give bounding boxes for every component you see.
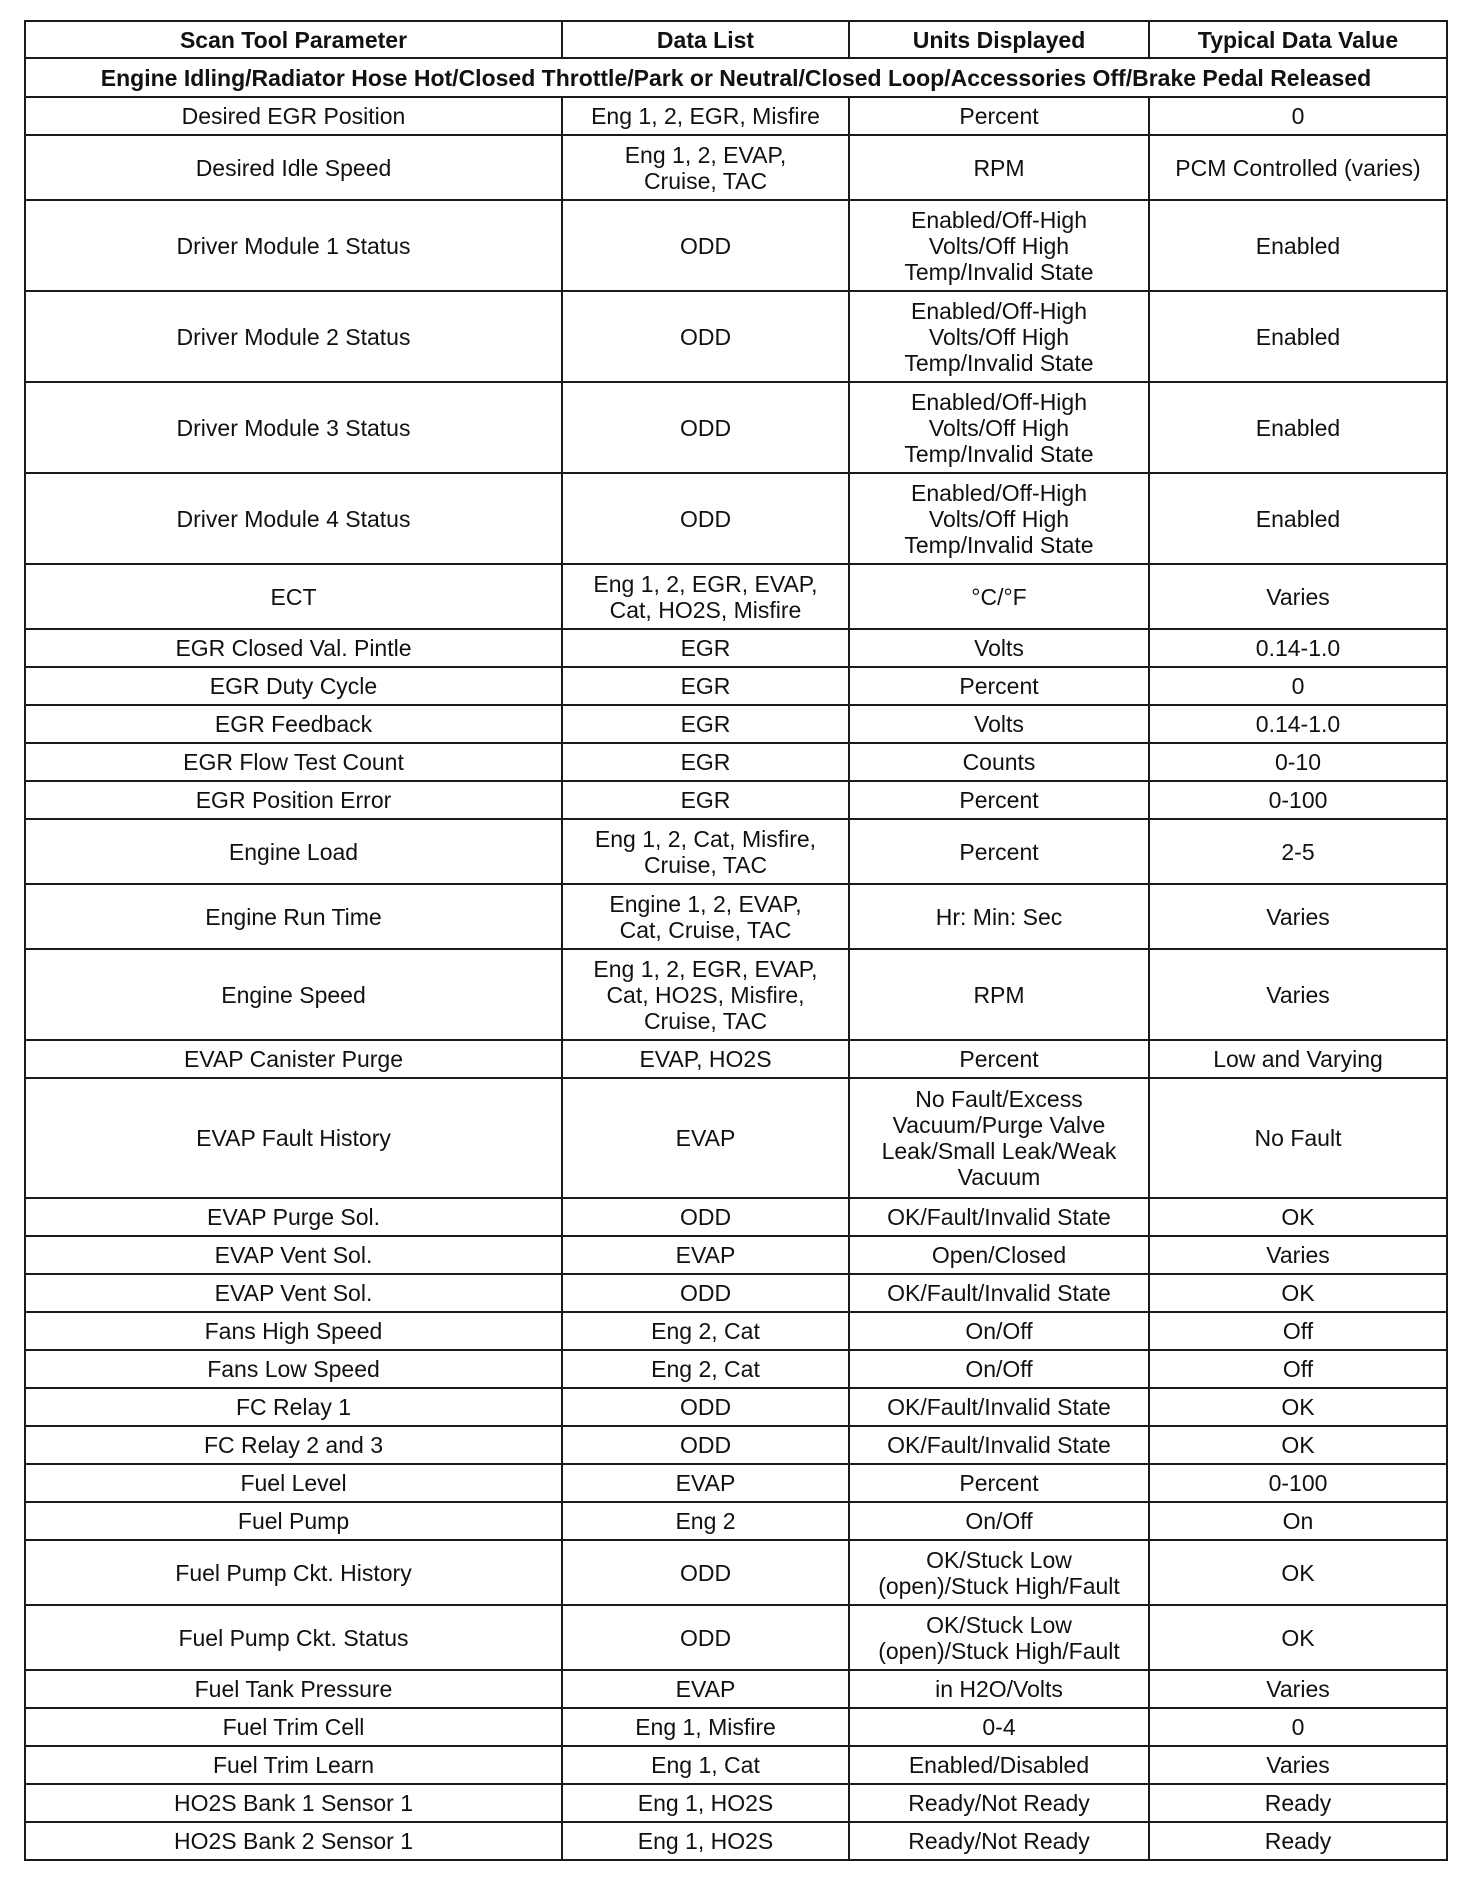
- typical-value-cell: 0: [1149, 97, 1447, 135]
- data-list-cell: ODD: [562, 1540, 849, 1605]
- data-list-cell: Eng 1, 2, Cat, Misfire, Cruise, TAC: [562, 819, 849, 884]
- parameter-cell: EVAP Fault History: [25, 1078, 562, 1198]
- units-cell: Percent: [849, 1464, 1149, 1502]
- units-cell: Percent: [849, 781, 1149, 819]
- typical-value-cell: 0.14-1.0: [1149, 705, 1447, 743]
- table-row: [25, 667, 1447, 705]
- data-list-cell: Eng 1, 2, EGR, Misfire: [562, 97, 849, 135]
- typical-value-cell: Varies: [1149, 1236, 1447, 1274]
- table-row: [25, 473, 1447, 564]
- parameter-cell: Fuel Trim Cell: [25, 1708, 562, 1746]
- units-cell: Enabled/Off-High Volts/Off High Temp/Invalid State: [849, 200, 1149, 291]
- typical-value-cell: 0: [1149, 667, 1447, 705]
- units-cell: 0-4: [849, 1708, 1149, 1746]
- parameter-cell: HO2S Bank 2 Sensor 1: [25, 1822, 562, 1860]
- parameter-cell: Fans Low Speed: [25, 1350, 562, 1388]
- data-list-cell: ODD: [562, 382, 849, 473]
- typical-value-cell: No Fault: [1149, 1078, 1447, 1198]
- parameter-cell: Desired Idle Speed: [25, 135, 562, 200]
- data-list-cell: Eng 1, Cat: [562, 1746, 849, 1784]
- table-row: [25, 291, 1447, 382]
- data-list-cell: ODD: [562, 1388, 849, 1426]
- typical-value-cell: 0: [1149, 1708, 1447, 1746]
- parameter-cell: Driver Module 1 Status: [25, 200, 562, 291]
- data-list-cell: Eng 1, 2, EGR, EVAP, Cat, HO2S, Misfire, Cruise, TAC: [562, 949, 849, 1040]
- typical-value-cell: OK: [1149, 1540, 1447, 1605]
- typical-value-cell: Off: [1149, 1312, 1447, 1350]
- units-cell: RPM: [849, 135, 1149, 200]
- parameter-cell: Fuel Pump: [25, 1502, 562, 1540]
- units-cell: On/Off: [849, 1502, 1149, 1540]
- units-cell: in H2O/Volts: [849, 1670, 1149, 1708]
- typical-value-cell: 0-100: [1149, 781, 1447, 819]
- table-row: [25, 1350, 1447, 1388]
- typical-value-cell: 0-100: [1149, 1464, 1447, 1502]
- data-list-cell: Eng 2, Cat: [562, 1350, 849, 1388]
- units-cell: Counts: [849, 743, 1149, 781]
- table-row: [25, 1040, 1447, 1078]
- table-row: [25, 819, 1447, 884]
- units-cell: Hr: Min: Sec: [849, 884, 1149, 949]
- header-typical-data-value: Typical Data Value: [1149, 21, 1447, 58]
- typical-value-cell: PCM Controlled (varies): [1149, 135, 1447, 200]
- units-cell: RPM: [849, 949, 1149, 1040]
- units-cell: OK/Fault/Invalid State: [849, 1426, 1149, 1464]
- typical-value-cell: Enabled: [1149, 291, 1447, 382]
- typical-value-cell: Varies: [1149, 1746, 1447, 1784]
- table-row: [25, 382, 1447, 473]
- parameter-cell: HO2S Bank 1 Sensor 1: [25, 1784, 562, 1822]
- units-cell: Percent: [849, 819, 1149, 884]
- typical-value-cell: Varies: [1149, 564, 1447, 629]
- typical-value-cell: OK: [1149, 1198, 1447, 1236]
- header-scan-tool-parameter: Scan Tool Parameter: [25, 21, 562, 58]
- table-row: [25, 1502, 1447, 1540]
- typical-value-cell: Enabled: [1149, 473, 1447, 564]
- parameter-cell: EGR Closed Val. Pintle: [25, 629, 562, 667]
- table-row: [25, 1464, 1447, 1502]
- parameter-cell: EGR Position Error: [25, 781, 562, 819]
- units-cell: OK/Fault/Invalid State: [849, 1274, 1149, 1312]
- data-list-cell: EVAP: [562, 1078, 849, 1198]
- data-list-cell: Eng 2, Cat: [562, 1312, 849, 1350]
- units-cell: OK/Stuck Low (open)/Stuck High/Fault: [849, 1605, 1149, 1670]
- data-list-cell: ODD: [562, 1274, 849, 1312]
- typical-value-cell: Ready: [1149, 1822, 1447, 1860]
- typical-value-cell: Off: [1149, 1350, 1447, 1388]
- table-row: [25, 1746, 1447, 1784]
- typical-value-cell: Enabled: [1149, 200, 1447, 291]
- units-cell: Ready/Not Ready: [849, 1822, 1149, 1860]
- units-cell: Open/Closed: [849, 1236, 1149, 1274]
- parameter-cell: Engine Run Time: [25, 884, 562, 949]
- data-list-cell: EVAP, HO2S: [562, 1040, 849, 1078]
- data-list-cell: Eng 2: [562, 1502, 849, 1540]
- data-list-cell: ODD: [562, 1426, 849, 1464]
- data-list-cell: Engine 1, 2, EVAP, Cat, Cruise, TAC: [562, 884, 849, 949]
- parameter-cell: Driver Module 2 Status: [25, 291, 562, 382]
- typical-value-cell: 2-5: [1149, 819, 1447, 884]
- table-row: [25, 629, 1447, 667]
- parameter-cell: FC Relay 1: [25, 1388, 562, 1426]
- typical-value-cell: Low and Varying: [1149, 1040, 1447, 1078]
- typical-value-cell: Enabled: [1149, 382, 1447, 473]
- scan-tool-data-sheet: [24, 20, 1446, 1861]
- data-list-cell: EGR: [562, 667, 849, 705]
- units-cell: Percent: [849, 667, 1149, 705]
- typical-value-cell: 0.14-1.0: [1149, 629, 1447, 667]
- typical-value-cell: On: [1149, 1502, 1447, 1540]
- parameter-cell: Fans High Speed: [25, 1312, 562, 1350]
- table-row: [25, 1078, 1447, 1198]
- table-row: [25, 1670, 1447, 1708]
- units-cell: Enabled/Off-High Volts/Off High Temp/Invalid State: [849, 382, 1149, 473]
- condition-row: [25, 58, 1447, 97]
- header-data-list: Data List: [562, 21, 849, 58]
- units-cell: Volts: [849, 705, 1149, 743]
- units-cell: Ready/Not Ready: [849, 1784, 1149, 1822]
- data-list-cell: ODD: [562, 200, 849, 291]
- units-cell: Volts: [849, 629, 1149, 667]
- units-cell: OK/Stuck Low (open)/Stuck High/Fault: [849, 1540, 1149, 1605]
- typical-value-cell: OK: [1149, 1426, 1447, 1464]
- table-row: [25, 1274, 1447, 1312]
- table-row: [25, 1605, 1447, 1670]
- typical-value-cell: Ready: [1149, 1784, 1447, 1822]
- units-cell: No Fault/Excess Vacuum/Purge Valve Leak/Small Leak/Weak Vacuum: [849, 1078, 1149, 1198]
- table-row: [25, 1388, 1447, 1426]
- parameter-cell: EVAP Purge Sol.: [25, 1198, 562, 1236]
- parameter-cell: Fuel Pump Ckt. History: [25, 1540, 562, 1605]
- units-cell: On/Off: [849, 1312, 1149, 1350]
- parameter-cell: FC Relay 2 and 3: [25, 1426, 562, 1464]
- parameter-cell: Driver Module 4 Status: [25, 473, 562, 564]
- data-list-cell: Eng 1, Misfire: [562, 1708, 849, 1746]
- table-row: [25, 884, 1447, 949]
- typical-value-cell: OK: [1149, 1388, 1447, 1426]
- table-row: [25, 97, 1447, 135]
- data-list-cell: Eng 1, 2, EGR, EVAP, Cat, HO2S, Misfire: [562, 564, 849, 629]
- units-cell: Percent: [849, 97, 1149, 135]
- table-row: [25, 135, 1447, 200]
- units-cell: Enabled/Disabled: [849, 1746, 1149, 1784]
- data-list-cell: ODD: [562, 473, 849, 564]
- parameter-cell: Driver Module 3 Status: [25, 382, 562, 473]
- parameter-cell: Fuel Tank Pressure: [25, 1670, 562, 1708]
- typical-value-cell: Varies: [1149, 949, 1447, 1040]
- parameter-cell: Engine Speed: [25, 949, 562, 1040]
- parameter-cell: ECT: [25, 564, 562, 629]
- parameter-cell: Desired EGR Position: [25, 97, 562, 135]
- table-row: [25, 949, 1447, 1040]
- data-list-cell: ODD: [562, 1605, 849, 1670]
- units-cell: Enabled/Off-High Volts/Off High Temp/Invalid State: [849, 291, 1149, 382]
- table-row: [25, 705, 1447, 743]
- table-row: [25, 564, 1447, 629]
- data-list-cell: EGR: [562, 705, 849, 743]
- units-cell: Percent: [849, 1040, 1149, 1078]
- table-row: [25, 1822, 1447, 1860]
- table-row: [25, 200, 1447, 291]
- parameter-cell: Fuel Trim Learn: [25, 1746, 562, 1784]
- typical-value-cell: 0-10: [1149, 743, 1447, 781]
- header-row: [25, 21, 1447, 58]
- parameter-cell: EVAP Vent Sol.: [25, 1236, 562, 1274]
- data-list-cell: Eng 1, HO2S: [562, 1784, 849, 1822]
- table-row: [25, 743, 1447, 781]
- data-list-cell: EVAP: [562, 1236, 849, 1274]
- parameter-cell: Fuel Pump Ckt. Status: [25, 1605, 562, 1670]
- typical-value-cell: Varies: [1149, 884, 1447, 949]
- data-list-cell: Eng 1, HO2S: [562, 1822, 849, 1860]
- table-row: [25, 1708, 1447, 1746]
- units-cell: OK/Fault/Invalid State: [849, 1198, 1149, 1236]
- parameter-cell: EVAP Vent Sol.: [25, 1274, 562, 1312]
- units-cell: °C/°F: [849, 564, 1149, 629]
- table-row: [25, 1540, 1447, 1605]
- units-cell: OK/Fault/Invalid State: [849, 1388, 1149, 1426]
- parameter-cell: EGR Flow Test Count: [25, 743, 562, 781]
- data-list-cell: ODD: [562, 1198, 849, 1236]
- scan-tool-data-table: [24, 20, 1448, 1861]
- typical-value-cell: OK: [1149, 1274, 1447, 1312]
- table-row: [25, 1784, 1447, 1822]
- parameter-cell: Fuel Level: [25, 1464, 562, 1502]
- table-row: [25, 781, 1447, 819]
- data-list-cell: ODD: [562, 291, 849, 382]
- table-row: [25, 1426, 1447, 1464]
- units-cell: On/Off: [849, 1350, 1149, 1388]
- typical-value-cell: OK: [1149, 1605, 1447, 1670]
- data-list-cell: EGR: [562, 629, 849, 667]
- parameter-cell: EVAP Canister Purge: [25, 1040, 562, 1078]
- parameter-cell: EGR Duty Cycle: [25, 667, 562, 705]
- table-row: [25, 1198, 1447, 1236]
- header-units-displayed: Units Displayed: [849, 21, 1149, 58]
- data-list-cell: EVAP: [562, 1464, 849, 1502]
- parameter-cell: Engine Load: [25, 819, 562, 884]
- parameter-cell: EGR Feedback: [25, 705, 562, 743]
- data-list-cell: EGR: [562, 781, 849, 819]
- test-condition: Engine Idling/Radiator Hose Hot/Closed Throttle/Park or Neutral/Closed Loop/Accessories Off/Brake Pedal Released: [25, 58, 1447, 97]
- typical-value-cell: Varies: [1149, 1670, 1447, 1708]
- data-list-cell: EVAP: [562, 1670, 849, 1708]
- data-list-cell: EGR: [562, 743, 849, 781]
- data-list-cell: Eng 1, 2, EVAP, Cruise, TAC: [562, 135, 849, 200]
- table-row: [25, 1236, 1447, 1274]
- table-row: [25, 1312, 1447, 1350]
- units-cell: Enabled/Off-High Volts/Off High Temp/Invalid State: [849, 473, 1149, 564]
